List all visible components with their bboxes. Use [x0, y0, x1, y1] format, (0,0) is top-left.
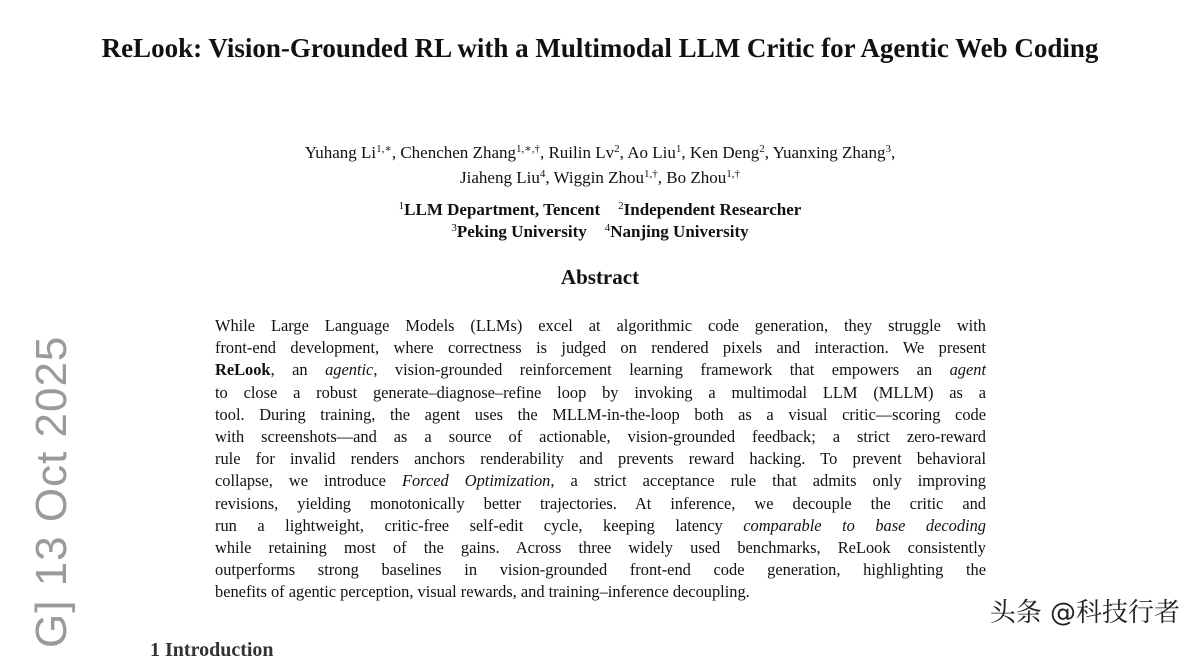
affiliation: $^4$Nanjing University — [604, 222, 749, 241]
abstract-line: to close a robust generate–diagnose–refine loop by invoking a multimodal LLM (MLLM) as a — [215, 382, 986, 402]
abstract-line: collapse, we introduce Forced Optimization, a strict acceptance rule that admits only improving — [215, 471, 986, 491]
author: Chenchen Zhang$^{1,∗,\dagger}$ — [400, 143, 540, 162]
abstract-line: outperforms strong baselines in vision-grounded front-end code generation, highlighting the — [215, 560, 986, 580]
author: Jiaheng Liu$^4$ — [460, 168, 546, 187]
abstract-line: benefits of agentic perception, visual rewards, and training–inference decoupling. — [215, 582, 750, 602]
abstract-line: ReLook, an agentic, vision-grounded reinforcement learning framework that empowers an agent — [215, 360, 986, 380]
abstract-line: revisions, yielding monotonically better trajectories. At inference, we decouple the critic and — [215, 493, 986, 513]
abstract-line: while retaining most of the gains. Across three widely used benchmarks, ReLook consistently — [215, 538, 986, 558]
author: Ruilin Lv$^2$ — [548, 143, 620, 162]
abstract-line: run a lightweight, critic-free self-edit cycle, keeping latency comparable to base decoding — [215, 515, 986, 535]
affiliation: $^3$Peking University — [451, 222, 587, 241]
abstract-line: rule for invalid renders anchors renderability and prevents reward hacking. To prevent behavioral — [215, 449, 986, 469]
abstract-heading: Abstract — [560, 265, 640, 289]
watermark: 头条 @科技行者 — [989, 598, 1180, 628]
author-list: Yuhang $Li^{1,∗}$, Chenchen Zhang$^{1,∗,\dagger}$, Ruilin Lv$^2$, Ao Liu$^1$, Ken Deng$^2$, Yuanxing Zhang$^3$, Jiaheng Liu$^4$, Wiggin Zhou$^{1,\dagger}$, Bo Zhou$^{1,\dagger}$ — [304, 143, 896, 187]
affiliation: $^1$LLM Department, Tencent — [398, 200, 601, 219]
abstract-line: with screenshots—and as a source of actionable, vision-grounded feedback; a strict zero-reward — [215, 427, 986, 447]
arxiv-side-stamp: G] 13 Oct 2025 — [27, 335, 76, 648]
author: Yuhang $Li^{1,∗}$ — [304, 143, 392, 162]
abstract-line: front-end development, where correctness is judged on rendered pixels and interaction. We present — [215, 338, 986, 358]
abstract-body — [215, 315, 986, 604]
next-section-heading: 1 Introduction — [150, 639, 274, 661]
abstract-line: tool. During training, the agent uses the MLLM-in-the-loop both as a visual critic—scoring code — [215, 404, 986, 424]
author: Yuanxing Zhang$^3$ — [772, 143, 891, 162]
affiliation: $^2$Independent Researcher — [618, 200, 802, 219]
author: Ao Liu$^1$ — [627, 143, 682, 162]
affiliation-list — [300, 199, 900, 243]
method-name: ReLook — [215, 360, 271, 380]
author: Ken Deng$^2$ — [689, 143, 765, 162]
paper-title: ReLook: Vision-Grounded RL with a Multimodal LLM Critic for Agentic Web Coding — [101, 33, 1099, 63]
abstract-line: While Large Language Models (LLMs) excel at algorithmic code generation, they struggle with — [215, 316, 986, 335]
author: Wiggin Zhou$^{1,\dagger}$ — [553, 168, 658, 187]
author: Bo Zhou$^{1,\dagger}$ — [666, 168, 740, 187]
